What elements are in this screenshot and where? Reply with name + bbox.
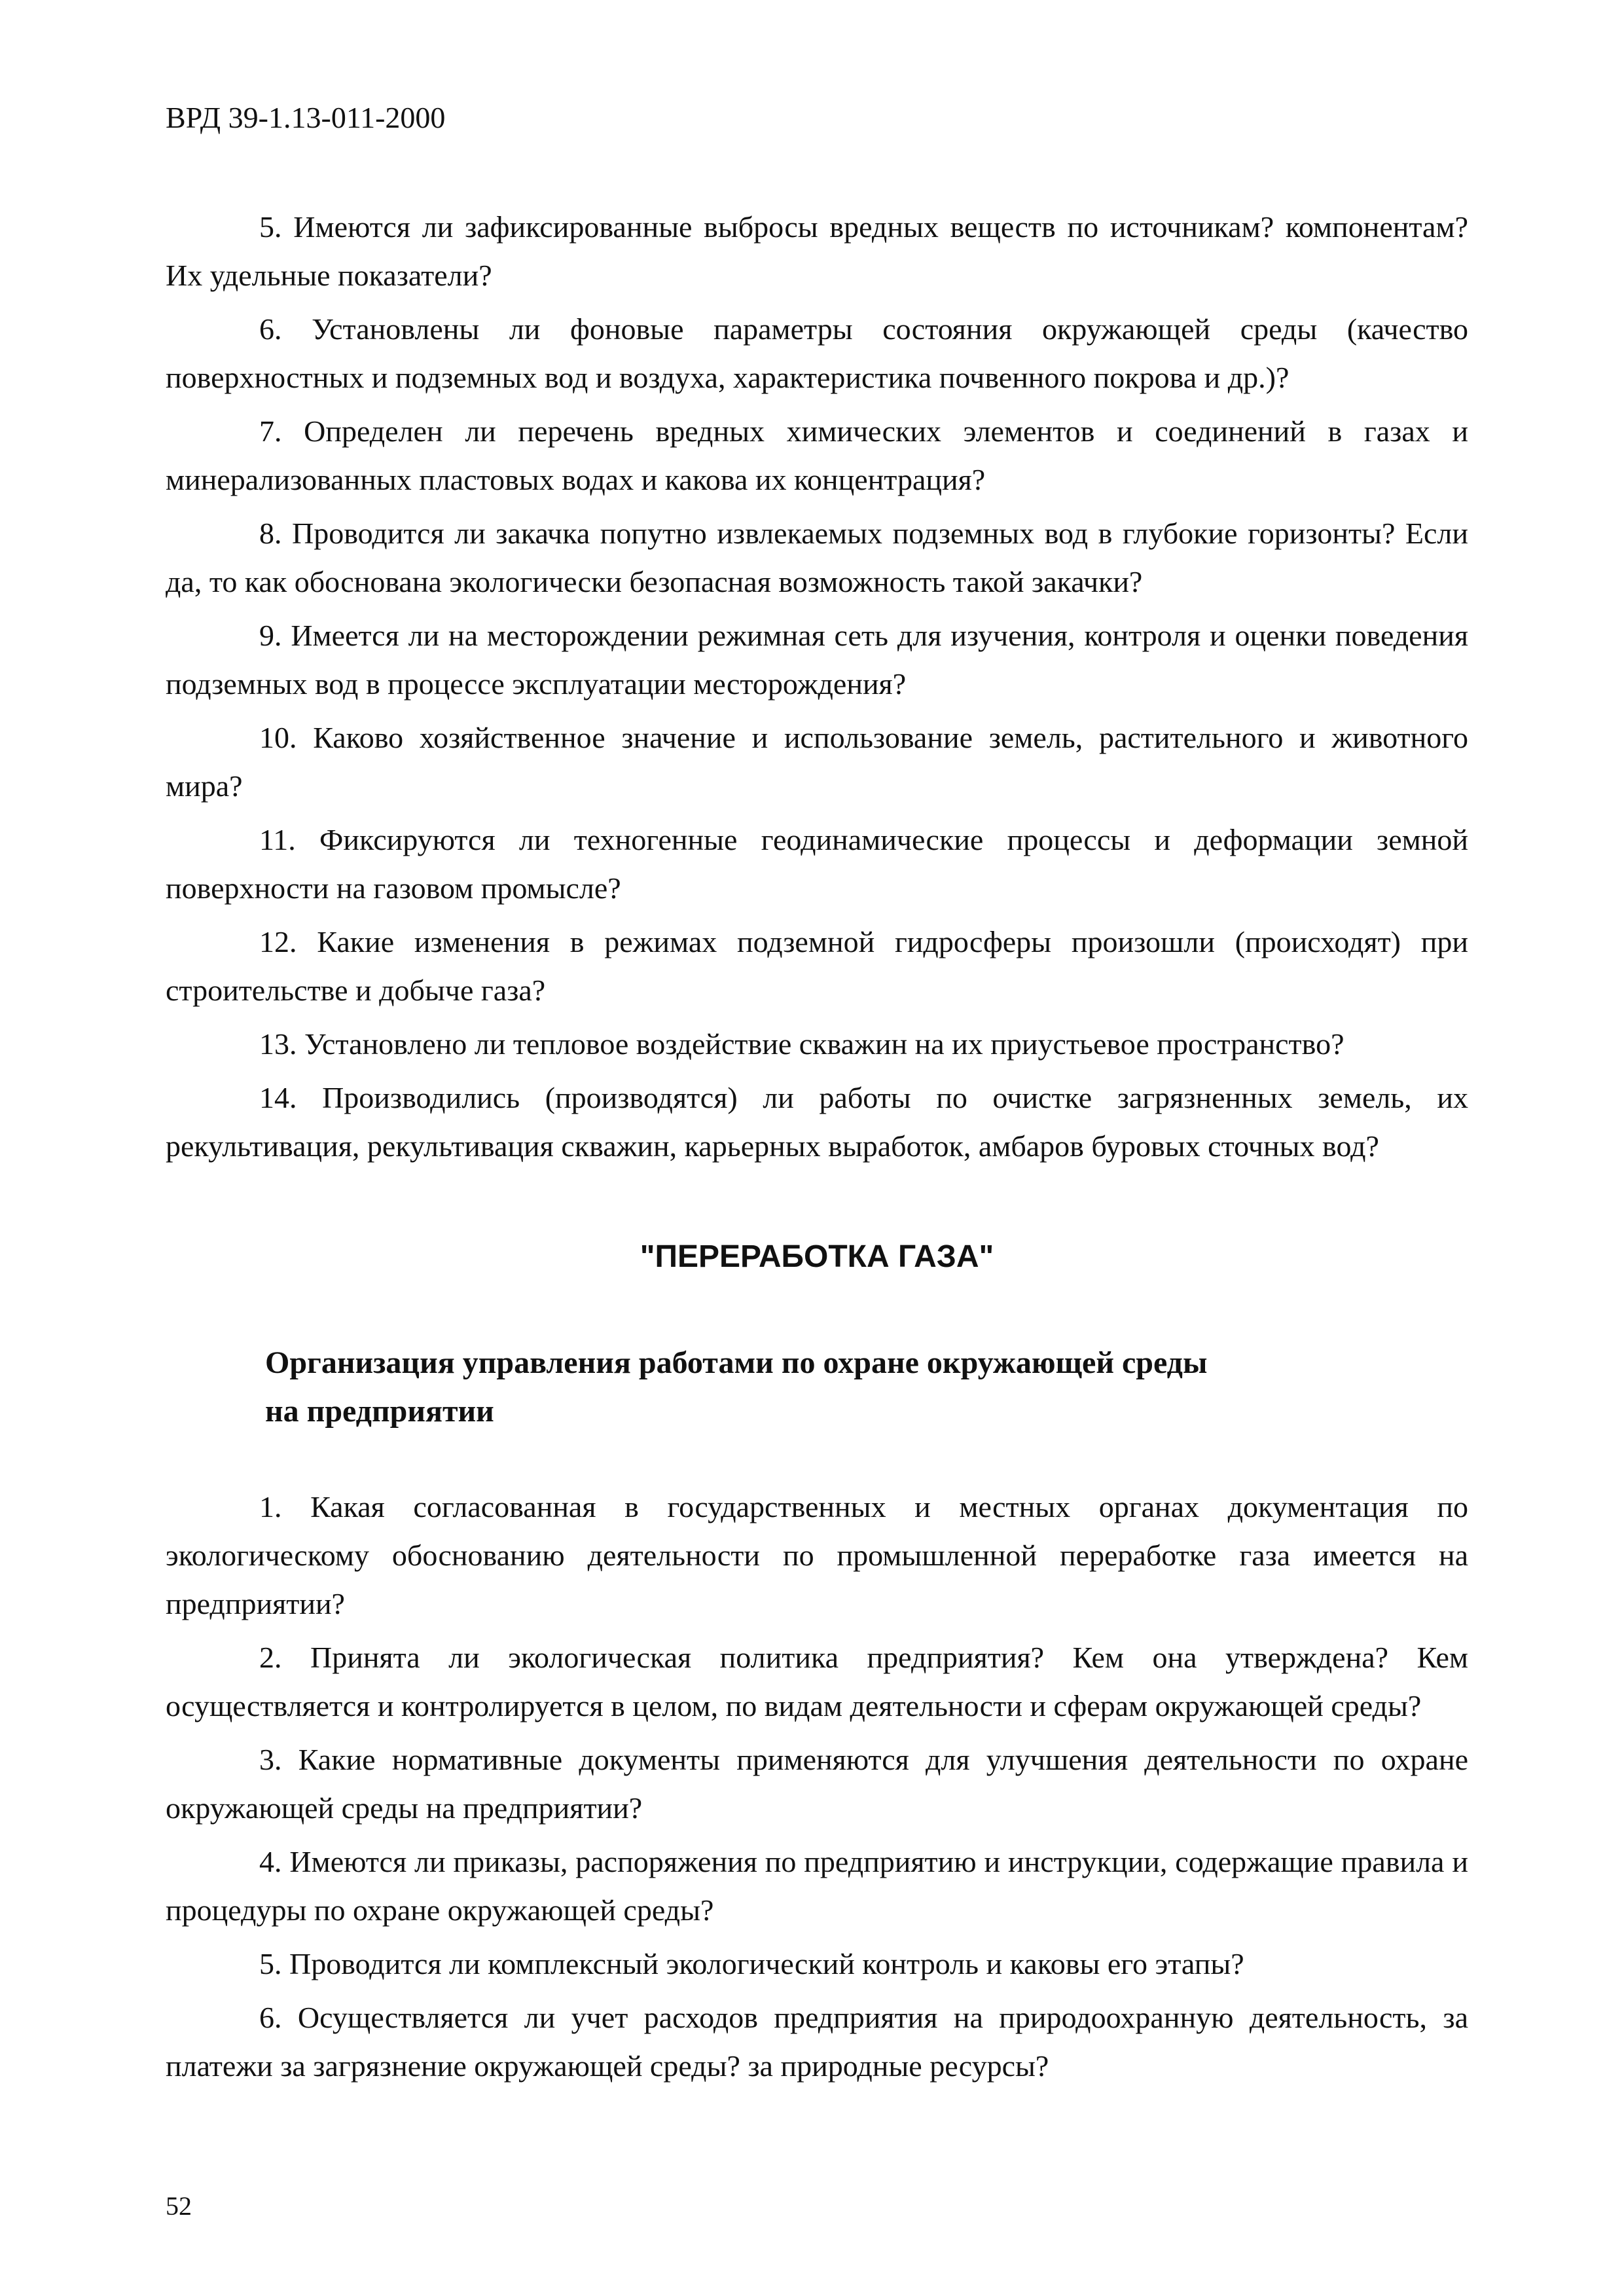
question-item-10: 10. Каково хозяйственное значение и использование земель, растительного и животного мира?: [166, 721, 1468, 803]
question-item-13: 13. Установлено ли тепловое воздействие скважин на их приустьевое пространство?: [259, 1027, 1344, 1061]
question-item-5b: 5. Проводится ли комплексный экологический контроль и каковы его этапы?: [259, 1947, 1244, 1980]
subsection-title: Организация управления работами по охране окружающей среды на предприятии: [265, 1345, 1208, 1429]
question-list-part-1: [166, 203, 1468, 1176]
question-item-11: 11. Фиксируются ли техногенные геодинамические процессы и деформации земной поверхности на газовом промысле?: [166, 823, 1468, 905]
question-item-6b: 6. Осуществляется ли учет расходов предприятия на природоохранную деятельность, за платежи за загрязнение окружающей среды? за природные ресурсы?: [166, 2001, 1468, 2083]
question-item-9: 9. Имеется ли на месторождении режимная сеть для изучения, контроля и оценки поведения подземных вод в процессе эксплуатации месторождения?: [166, 619, 1468, 701]
question-item-14: 14. Производились (производятся) ли работы по очистке загрязненных земель, их рекультивация, рекультивация скважин, карьерных выработок, амбаров буровых сточных вод?: [166, 1081, 1468, 1163]
question-item-5: 5. Имеются ли зафиксированные выбросы вредных веществ по источникам? компонентам? Их удельные показатели?: [166, 210, 1468, 292]
question-item-6: 6. Установлены ли фоновые параметры состояния окружающей среды (качество поверхностных и подземных вод и воздуха, характеристика почвенного покрова и др.)?: [166, 312, 1468, 394]
document-code: ВРД 39-1.13-011-2000: [166, 101, 446, 134]
section-title: "ПЕРЕРАБОТКА ГАЗА": [640, 1239, 994, 1274]
question-item-12: 12. Какие изменения в режимах подземной гидросферы произошли (происходят) при строительстве и добыче газа?: [166, 925, 1468, 1007]
page-number: 52: [166, 2191, 192, 2221]
question-item-2: 2. Принята ли экологическая политика предприятия? Кем она утверждена? Кем осуществляется и контролируется в целом, по видам деятельности и сферам окружающей среды?: [166, 1641, 1468, 1722]
question-item-4: 4. Имеются ли приказы, распоряжения по предприятию и инструкции, содержащие правила и процедуры по охране окружающей среды?: [166, 1845, 1468, 1927]
question-item-3: 3. Какие нормативные документы применяются для улучшения деятельности по охране окружающей среды на предприятии?: [166, 1743, 1468, 1825]
question-item-8: 8. Проводится ли закачка попутно извлекаемых подземных вод в глубокие горизонты? Если да, то как обоснована экологически безопасная возможность такой закачки?: [166, 517, 1468, 598]
question-item-1: 1. Какая согласованная в государственных и местных органах документация по экологическому обоснованию деятельности по промышленной переработке газа имеется на предприятии?: [166, 1490, 1468, 1620]
question-list-part-2: [166, 1483, 1468, 2096]
question-item-7: 7. Определен ли перечень вредных химических элементов и соединений в газах и минерализованных пластовых водах и какова их концентрация?: [166, 414, 1468, 496]
